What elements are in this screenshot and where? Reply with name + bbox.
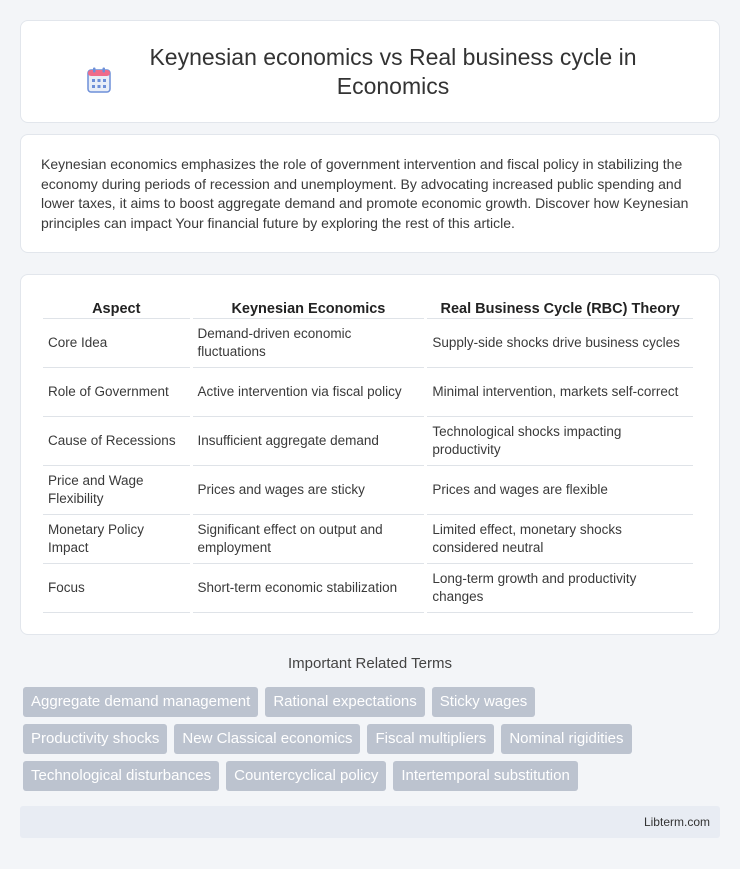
cell-rbc: Prices and wages are flexible xyxy=(427,466,693,515)
cell-keynesian: Short-term economic stabilization xyxy=(193,564,425,613)
table-row xyxy=(43,564,693,613)
cell-aspect: Price and Wage Flexibility xyxy=(43,466,190,515)
page-title: Keynesian economics vs Real business cycle in Economics xyxy=(149,43,637,99)
cell-aspect: Core Idea xyxy=(43,319,190,368)
tag-row xyxy=(23,761,723,791)
cell-keynesian: Insufficient aggregate demand xyxy=(193,417,425,466)
related-terms xyxy=(23,687,723,798)
footer xyxy=(20,806,720,838)
tag-productivity-shocks[interactable]: Productivity shocks xyxy=(23,724,167,754)
table-row xyxy=(43,417,693,466)
table-row xyxy=(43,515,693,564)
comparison-card xyxy=(20,274,720,635)
cell-rbc: Supply-side shocks drive business cycles xyxy=(427,319,693,368)
intro-card xyxy=(20,134,720,253)
comparison-table xyxy=(40,293,696,613)
cell-aspect: Role of Government xyxy=(43,368,190,417)
tag-intertemporal-substitution[interactable]: Intertemporal substitution xyxy=(393,761,577,791)
tag-sticky-wages[interactable]: Sticky wages xyxy=(432,687,536,717)
cell-keynesian: Significant effect on output and employment xyxy=(193,515,425,564)
related-terms-title: Important Related Terms xyxy=(288,655,452,672)
cell-rbc: Minimal intervention, markets self-correct xyxy=(427,368,693,417)
tag-row xyxy=(23,724,723,754)
tag-rational-expectations[interactable]: Rational expectations xyxy=(265,687,424,717)
intro-text: Keynesian economics emphasizes the role of government intervention and fiscal policy in stabilizing the economy during periods of recession and unemployment. By advocating increased public spending and lower taxes, it aims to boost aggregate demand and promote economic growth. Discover how Keynesian principles can impact Your financial future by exploring the rest of this article. xyxy=(41,156,689,231)
tag-nominal-rigidities[interactable]: Nominal rigidities xyxy=(501,724,631,754)
table-header-row xyxy=(43,293,693,319)
cell-rbc: Long-term growth and productivity changes xyxy=(427,564,693,613)
tag-new-classical-economics[interactable]: New Classical economics xyxy=(174,724,360,754)
cell-aspect: Focus xyxy=(43,564,190,613)
tag-row xyxy=(23,687,723,717)
cell-keynesian: Prices and wages are sticky xyxy=(193,466,425,515)
calendar-icon xyxy=(87,67,111,93)
tag-countercyclical-policy[interactable]: Countercyclical policy xyxy=(226,761,386,791)
header-aspect: Aspect xyxy=(43,293,190,319)
header-rbc: Real Business Cycle (RBC) Theory xyxy=(427,293,693,319)
table-row xyxy=(43,319,693,368)
tag-aggregate-demand-management[interactable]: Aggregate demand management xyxy=(23,687,258,717)
tag-technological-disturbances[interactable]: Technological disturbances xyxy=(23,761,219,791)
cell-keynesian: Demand-driven economic fluctuations xyxy=(193,319,425,368)
title-card xyxy=(20,20,720,123)
cell-rbc: Limited effect, monetary shocks considered neutral xyxy=(427,515,693,564)
cell-keynesian: Active intervention via fiscal policy xyxy=(193,368,425,417)
cell-rbc: Technological shocks impacting productivity xyxy=(427,417,693,466)
table-row xyxy=(43,368,693,417)
tag-fiscal-multipliers[interactable]: Fiscal multipliers xyxy=(367,724,494,754)
table-row xyxy=(43,466,693,515)
footer-site-link[interactable]: Libterm.com xyxy=(643,815,710,829)
cell-aspect: Monetary Policy Impact xyxy=(43,515,190,564)
cell-aspect: Cause of Recessions xyxy=(43,417,190,466)
header-keynesian: Keynesian Economics xyxy=(193,293,425,319)
